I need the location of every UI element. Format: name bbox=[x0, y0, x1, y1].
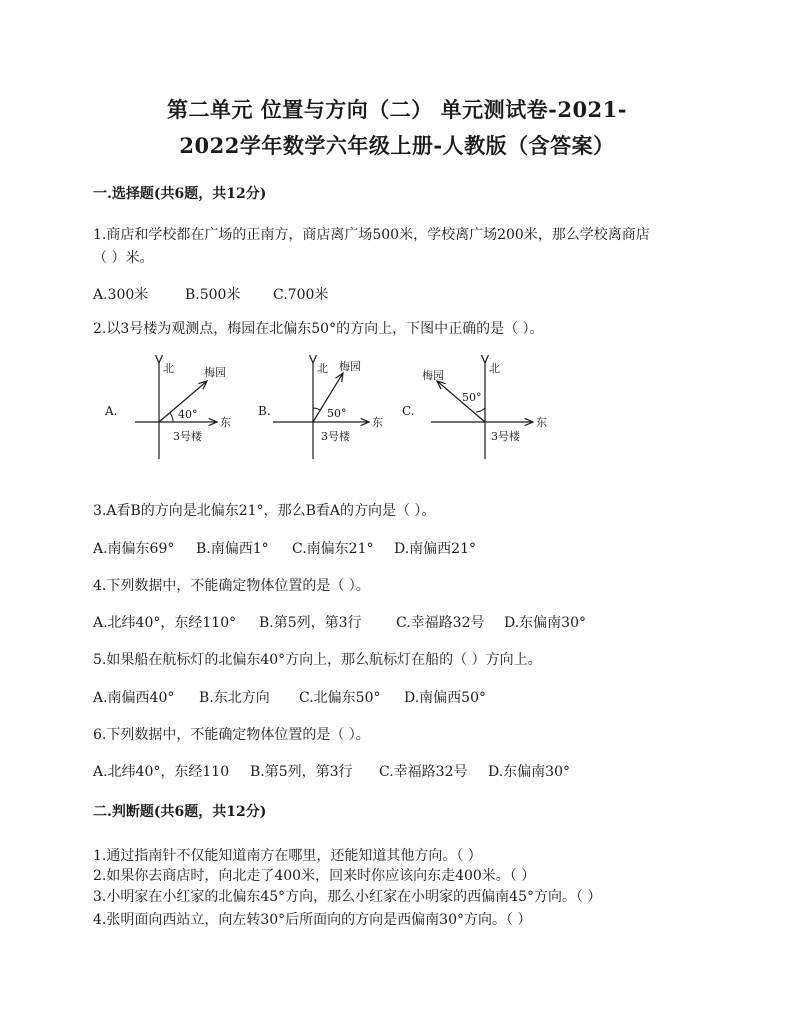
figure-a-angle-arc bbox=[170, 413, 173, 422]
question-2-figures bbox=[93, 355, 563, 465]
figure-c-letter: C. bbox=[402, 404, 415, 418]
option-d: D.东偏南30° bbox=[488, 764, 570, 780]
question-2-stem: 2.以3号楼为观测点，梅园在北偏东50°的方向上，下图中正确的是（ ）。 bbox=[93, 321, 544, 337]
question-4-options bbox=[93, 612, 586, 632]
question-5-options bbox=[93, 687, 486, 707]
question-3-stem: 3.A看B的方向是北偏东21°，那么B看A的方向是（ ）。 bbox=[93, 503, 436, 519]
option-a: A.300米 bbox=[93, 287, 149, 303]
figure-b-letter: B. bbox=[258, 404, 271, 418]
option-c: C.幸福路32号 bbox=[379, 764, 468, 780]
option-a: A.北纬40°，东经110° bbox=[93, 615, 237, 631]
question-3-options bbox=[93, 538, 476, 558]
direction-diagrams bbox=[93, 355, 563, 465]
judgement-item-1: 1.通过指南针不仅能知道南方在哪里，还能知道其他方向。（ ） bbox=[93, 848, 482, 864]
option-b: B.第5列，第3行 bbox=[259, 615, 362, 631]
section2-heading: 二.判断题(共6题，共12分) bbox=[93, 804, 267, 820]
document-title-line1: 第二单元 位置与方向（二） 单元测试卷-2021- bbox=[167, 97, 627, 122]
question-6-options bbox=[93, 761, 570, 781]
figure-b-building-label: 3号楼 bbox=[321, 430, 350, 443]
figure-b-north-label: 北 bbox=[317, 362, 328, 375]
option-a: A.南偏西40° bbox=[93, 690, 175, 706]
figure-b-garden-label: 梅园 bbox=[339, 360, 361, 373]
document-title-line2: 2022学年数学六年级上册-人教版（含答案） bbox=[179, 133, 615, 158]
option-a: A.北纬40°，东经110 bbox=[93, 764, 230, 780]
figure-b-east-label: 东 bbox=[372, 416, 383, 429]
figure-a-angle-label: 40° bbox=[178, 408, 198, 421]
figure-a-garden-label: 梅园 bbox=[204, 366, 226, 379]
option-a: A.南偏东69° bbox=[93, 541, 175, 557]
figure-a-east-label: 东 bbox=[220, 416, 231, 429]
figure-c-north-label: 北 bbox=[489, 362, 500, 375]
option-b: B.第5列，第3行 bbox=[250, 764, 353, 780]
option-d: D.东偏南30° bbox=[504, 615, 586, 631]
figure-c-east-label: 东 bbox=[536, 416, 547, 429]
figure-a-north-label: 北 bbox=[163, 362, 174, 375]
question-4-stem: 4.下列数据中，不能确定物体位置的是（ ）。 bbox=[93, 578, 370, 594]
question-6-stem: 6.下列数据中，不能确定物体位置的是（ ）。 bbox=[93, 727, 370, 743]
option-b: B.南偏西1° bbox=[196, 541, 269, 557]
figure-a-building-label: 3号楼 bbox=[173, 430, 202, 443]
figure-c-building-label: 3号楼 bbox=[491, 430, 520, 443]
figure-b bbox=[258, 359, 383, 459]
section1-heading: 一.选择题(共6题，共12分) bbox=[93, 186, 267, 202]
option-c: C.幸福路32号 bbox=[396, 615, 485, 631]
figure-c bbox=[402, 362, 547, 459]
option-c: C.北偏东50° bbox=[299, 690, 381, 706]
option-b: B.东北方向 bbox=[199, 690, 270, 706]
judgement-item-3: 3.小明家在小红家的北偏东45°方向，那么小红家在小明家的西偏南45°方向。（ ） bbox=[93, 889, 602, 905]
option-c: C.南偏东21° bbox=[292, 541, 374, 557]
judgement-item-2: 2.如果你去商店时，向北走了400米，回来时你应该向东走400米。（ ） bbox=[93, 868, 536, 884]
figure-b-angle-arc bbox=[313, 408, 320, 410]
figure-b-angle-label: 50° bbox=[327, 407, 347, 420]
figure-a-letter: A. bbox=[105, 404, 118, 418]
question-1-stem-cont: （ ）米。 bbox=[93, 250, 154, 266]
option-c: C.700米 bbox=[273, 287, 329, 303]
question-5-stem: 5.如果船在航标灯的北偏东40°方向上，那么航标灯在船的（ ）方向上。 bbox=[93, 652, 542, 668]
option-b: B.500米 bbox=[185, 287, 241, 303]
judgement-item-4: 4.张明面向西站立，向左转30°后所面向的方向是西偏南30°方向。（ ） bbox=[93, 912, 532, 928]
figure-c-angle-arc bbox=[476, 408, 485, 412]
question-1-options bbox=[93, 284, 328, 304]
option-d: D.南偏西21° bbox=[394, 541, 476, 557]
question-1-stem: 1.商店和学校都在广场的正南方，商店离广场500米，学校离广场200米，那么学校离商店 bbox=[93, 227, 650, 243]
figure-c-garden-label: 梅园 bbox=[422, 369, 444, 382]
figure-a bbox=[104, 362, 231, 459]
option-d: D.南偏西50° bbox=[404, 690, 486, 706]
figure-c-angle-label: 50° bbox=[462, 391, 482, 404]
